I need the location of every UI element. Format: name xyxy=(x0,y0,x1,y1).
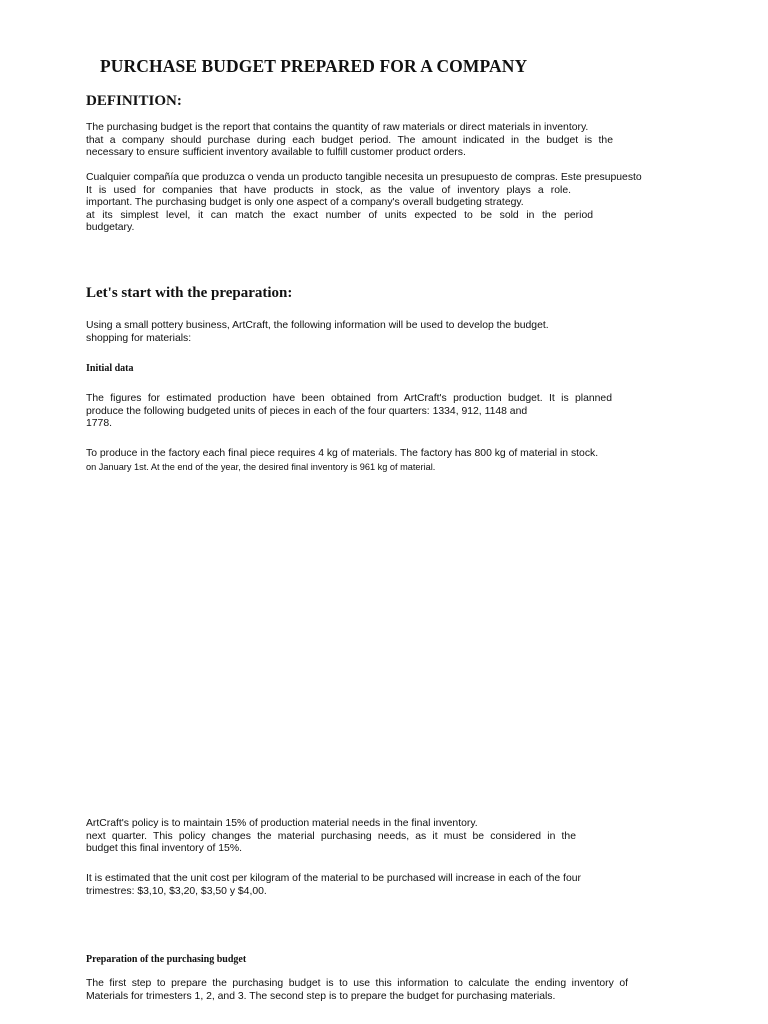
text-line: that a company should purchase during each budget period. The amount indicated in the budget is the xyxy=(86,134,613,146)
text-line: budgetary. xyxy=(86,222,135,234)
cost-paragraph xyxy=(86,873,609,898)
text-line: trimestres: $3,10, $3,20, $3,50 y $4,00. xyxy=(86,885,267,897)
text-line: The figures for estimated production have been obtained from ArtCraft's production budget. It is planned xyxy=(86,393,612,404)
definition-heading: DEFINITION: xyxy=(86,93,182,109)
text-line: Materials for trimesters 1, 2, and 3. The second step is to prepare the budget for purchasing materials. xyxy=(86,990,556,1002)
initial-data-heading: Initial data xyxy=(86,363,134,374)
figures-paragraph xyxy=(86,393,612,431)
text-line: budget this final inventory of 15%. xyxy=(86,843,242,855)
text-line: shopping for materials: xyxy=(86,332,192,344)
purchasing-budget-heading: Preparation of the purchasing budget xyxy=(86,954,247,965)
preparation-intro xyxy=(86,320,586,345)
text-line: at its simplest level, it can match the exact number of units expected to be sold in the period xyxy=(86,209,593,221)
text-line: ArtCraft's policy is to maintain 15% of production material needs in the final inventory. xyxy=(86,818,478,829)
materials-paragraph xyxy=(86,448,631,473)
policy-paragraph xyxy=(86,818,576,856)
text-line: The purchasing budget is the report that contains the quantity of raw materials or direct materials in inventory. xyxy=(86,122,589,133)
text-line: next quarter. This policy changes the material purchasing needs, as it must be considered in the xyxy=(86,830,576,842)
text-line: produce the following budgeted units of pieces in each of the four quarters: 1334, 912, 1148 and xyxy=(86,405,528,417)
text-line: important. The purchasing budget is only one aspect of a company's overall budgeting strategy. xyxy=(86,197,524,209)
steps-paragraph xyxy=(86,978,628,1003)
page-title: PURCHASE BUDGET PREPARED FOR A COMPANY xyxy=(100,56,528,76)
text-line: It is used for companies that have products in stock, as the value of inventory plays a role. xyxy=(86,184,571,196)
text-line: necessary to ensure sufficient inventory available to fulfill customer product orders. xyxy=(86,147,466,159)
text-line: Using a small pottery business, ArtCraft, the following information will be used to develop the budget. xyxy=(86,320,549,331)
text-line: The first step to prepare the purchasing budget is to use this information to calculate the ending inventory of xyxy=(86,978,628,989)
text-line: Cualquier compañía que produzca o venda un producto tangible necesita un presupuesto de compras. Este presupuesto xyxy=(86,172,642,183)
definition-paragraph-1 xyxy=(86,122,613,160)
text-line: To produce in the factory each final piece requires 4 kg of materials. The factory has 800 kg of material in stock. xyxy=(86,448,599,459)
text-line: on January 1st. At the end of the year, the desired final inventory is 961 kg of material. xyxy=(86,461,436,472)
preparation-heading: Let's start with the preparation: xyxy=(86,285,293,301)
text-line: It is estimated that the unit cost per kilogram of the material to be purchased will increase in each of the four xyxy=(86,873,581,884)
text-line: 1778. xyxy=(86,418,113,430)
definition-paragraph-2 xyxy=(86,172,670,235)
